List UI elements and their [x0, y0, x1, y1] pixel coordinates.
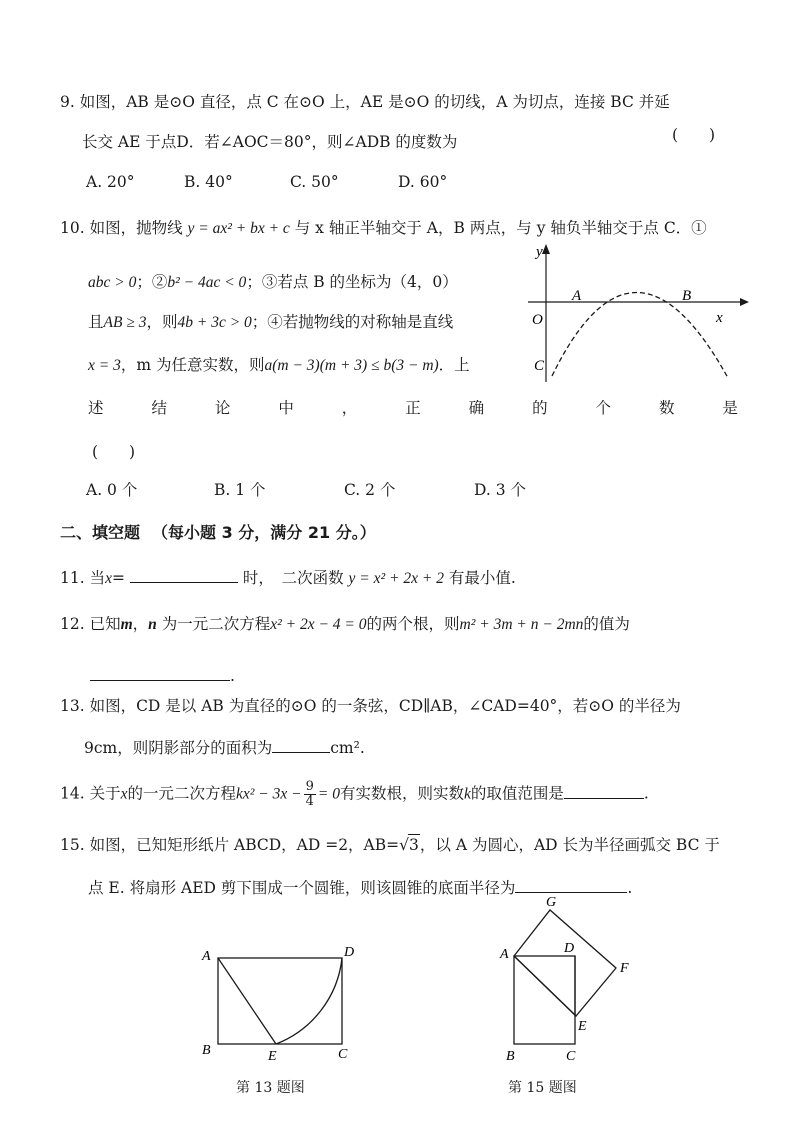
q15-line1: 15. 如图，已知矩形纸片 ABCD，AD =2，AB=√3，以 A 为圆心，AD 长为半径画弧交 BC 于 [60, 836, 720, 854]
q12-answer-line [90, 664, 235, 686]
q11-eq: = [111, 569, 125, 587]
q11 [60, 566, 516, 589]
fig15-label-b: B [506, 1049, 515, 1064]
q12-end: . [230, 667, 235, 685]
q10-answer-paren: ( ) [92, 443, 136, 461]
fig13-caption: 第 13 题图 [236, 1080, 305, 1096]
graph-label-a: A [572, 288, 582, 304]
fig15-label-a: A [500, 947, 509, 962]
fig15-label-e: E [578, 1019, 587, 1034]
q10-line1-pre: 10. 如图，抛物线 [60, 219, 183, 237]
q10-spread-char: 的 [532, 399, 548, 417]
q14 [60, 780, 649, 809]
q10-line1-post: 与 x 轴正半轴交于 A，B 两点，与 y 轴负半轴交于点 C．① [294, 219, 707, 237]
q12-mid2: 的两个根，则 [366, 615, 460, 633]
fig15-diagram [494, 892, 644, 1064]
q14-denominator: 4 [305, 794, 314, 809]
q12-m: m [120, 616, 133, 633]
q11-formula: y = x² + 2x + 2 [348, 570, 444, 587]
q12-expression: m² + 3m + n − 2mn [459, 616, 584, 633]
q10-sep: ；② [136, 273, 168, 291]
q14-equation-left: kx² − 3x − [235, 785, 302, 803]
q10-option-d: D. 3 个 [474, 481, 527, 499]
q10-spread-char: 个 [595, 399, 612, 417]
q14-post: 的取值范围是 [470, 784, 564, 803]
graph-label-c: C [534, 358, 545, 374]
section-note: （每小题 3 分，满分 21 分。） [152, 523, 376, 542]
q10-statement2: b² − 4ac < 0 [167, 274, 247, 291]
q10-spread-char: 确 [468, 399, 485, 417]
q11-tail: 有最小值. [448, 569, 516, 587]
q10-option-a: A. 0 个 [86, 481, 138, 499]
q14-k: k [463, 785, 471, 803]
q10-spread-char: 结 [151, 399, 167, 417]
q14-end: . [643, 784, 649, 803]
fig13-segment-ae [218, 958, 276, 1044]
q10-parabola-graph [522, 238, 754, 384]
q10-spread-char: ， [341, 399, 358, 417]
parabola-curve [552, 292, 728, 378]
fig15-label-f: F [620, 961, 629, 976]
q9-option-c: C. 50° [290, 173, 339, 191]
q11-var: x [105, 570, 112, 587]
section-heading [60, 520, 376, 543]
q10-statement1: abc > 0 [88, 274, 137, 291]
q10-option-c: C. 2 个 [344, 481, 396, 499]
q12-equation: x² + 2x − 4 = 0 [270, 616, 367, 633]
q10-text: ，m 为任意实数，则 [120, 356, 265, 374]
q10-spread-char: 论 [214, 399, 231, 417]
q10-line4 [88, 355, 470, 376]
graph-label-y: y [536, 244, 543, 260]
q13-line2-pre: 9cm，则阴影部分的面积为 [84, 739, 273, 757]
q10-spread-char: 正 [405, 399, 421, 417]
graph-label-b: B [682, 288, 692, 304]
q12-sep: ， [132, 615, 149, 633]
q10-inequality: 4b + 3c > 0 [177, 314, 252, 331]
fig13-label-b: B [202, 1043, 211, 1058]
q12-pre: 12. 已知 [60, 615, 121, 633]
q14-equation-right: = 0 [317, 785, 340, 803]
fig13-label-e: E [268, 1049, 277, 1064]
q13-line1: 13. 如图，CD 是以 AB 为直径的⊙O 的一条弦，CD∥AB，∠CAD=40°，若⊙O 的半径为 [60, 697, 681, 715]
q12 [60, 614, 630, 635]
q14-fraction [304, 780, 316, 809]
q12-answer-blank[interactable] [90, 664, 230, 681]
fig15-label-g: G [546, 895, 557, 910]
q9-line1: 9. 如图，AB 是⊙O 直径，点 C 在⊙O 上，AE 是⊙O 的切线，A 为切点，连接 BC 并延 [60, 93, 670, 111]
q10-text: ．上 [438, 356, 470, 374]
graph-label-o: O [532, 312, 543, 328]
q13-answer-blank[interactable] [272, 736, 330, 753]
q10-statement3: ；③若点 B 的坐标为（4，0） [246, 273, 458, 291]
fig13-label-c: C [338, 1047, 348, 1062]
q14-var: x [120, 785, 128, 803]
q10-spread-char: 数 [658, 399, 675, 417]
q13-unit: cm². [330, 739, 365, 757]
q10-ab-condition: AB ≥ 3 [103, 314, 147, 331]
fig15-label-d: D [564, 941, 575, 956]
x-axis-arrow-icon [740, 298, 749, 306]
q10-parabola-formula: y = ax² + bx + c [187, 220, 290, 237]
q9-line2: 长交 AE 于点D．若∠AOC＝80°，则∠ADB 的度数为 [82, 133, 458, 151]
fig13-label-a: A [202, 949, 211, 964]
q10-spread-line [88, 398, 738, 418]
q12-n: n [148, 616, 157, 633]
q10-line2 [88, 272, 458, 293]
q11-post: 时， 二次函数 [242, 569, 344, 587]
section-title: 二、填空题 [60, 523, 141, 542]
q10-option-b: B. 1 个 [214, 481, 266, 499]
q10-spread-char: 是 [722, 399, 738, 417]
q15-line1-post: ，以 A 为圆心，AD 长为半径画弧交 BC 于 [419, 836, 720, 854]
fig15-square [514, 910, 616, 1016]
q10-axis: x = 3 [88, 357, 121, 374]
q14-mid2: 有实数根，则实数 [339, 784, 464, 803]
q13-line2 [84, 736, 365, 758]
q10-spread-char: 述 [88, 399, 104, 417]
q14-answer-blank[interactable] [564, 782, 644, 799]
fig15-segment-ae [514, 956, 576, 1016]
q11-answer-blank[interactable] [130, 566, 238, 583]
fig13-arc-de [276, 958, 342, 1044]
q10-line1 [60, 218, 707, 239]
q15-sqrt-value: 3 [409, 836, 419, 854]
q9-answer-paren: ( ) [672, 126, 716, 144]
q14-mid: 的一元二次方程 [127, 784, 236, 803]
q10-statement4: ；④若抛物线的对称轴是直线 [251, 313, 454, 331]
q11-pre: 11. 当 [60, 569, 106, 587]
fig15-label-c: C [566, 1049, 576, 1064]
fig13-diagram [196, 940, 366, 1066]
q15-end: . [627, 879, 633, 897]
q12-post: 的值为 [583, 615, 630, 633]
q9-option-b: B. 40° [184, 173, 233, 191]
q10-line3 [88, 312, 453, 333]
y-axis-arrow-icon [542, 244, 550, 254]
q10-text: ，则 [146, 313, 178, 331]
q15-line2-text: 点 E. 将扇形 AED 剪下围成一个圆锥，则该圆锥的底面半径为 [88, 879, 516, 897]
q10-inequality-m: a(m − 3)(m + 3) ≤ b(3 − m) [264, 357, 439, 374]
q10-spread-char: 中 [278, 399, 294, 417]
fig15-caption: 第 15 题图 [508, 1080, 577, 1096]
q14-numerator: 9 [305, 779, 314, 794]
q12-mid: 为一元二次方程 [161, 615, 271, 633]
q9-option-d: D. 60° [398, 173, 448, 191]
q10-text: 且 [88, 313, 104, 331]
q9-option-a: A. 20° [86, 173, 135, 191]
q15-answer-blank[interactable] [515, 876, 627, 893]
fig13-label-d: D [344, 945, 355, 960]
fig13-rectangle [218, 958, 342, 1044]
q14-pre: 14. 关于 [60, 784, 121, 803]
graph-label-x: x [716, 310, 723, 326]
q15-line1-pre: 15. 如图，已知矩形纸片 ABCD，AD =2，AB= [60, 836, 400, 854]
fig15-rectangle [514, 956, 575, 1044]
